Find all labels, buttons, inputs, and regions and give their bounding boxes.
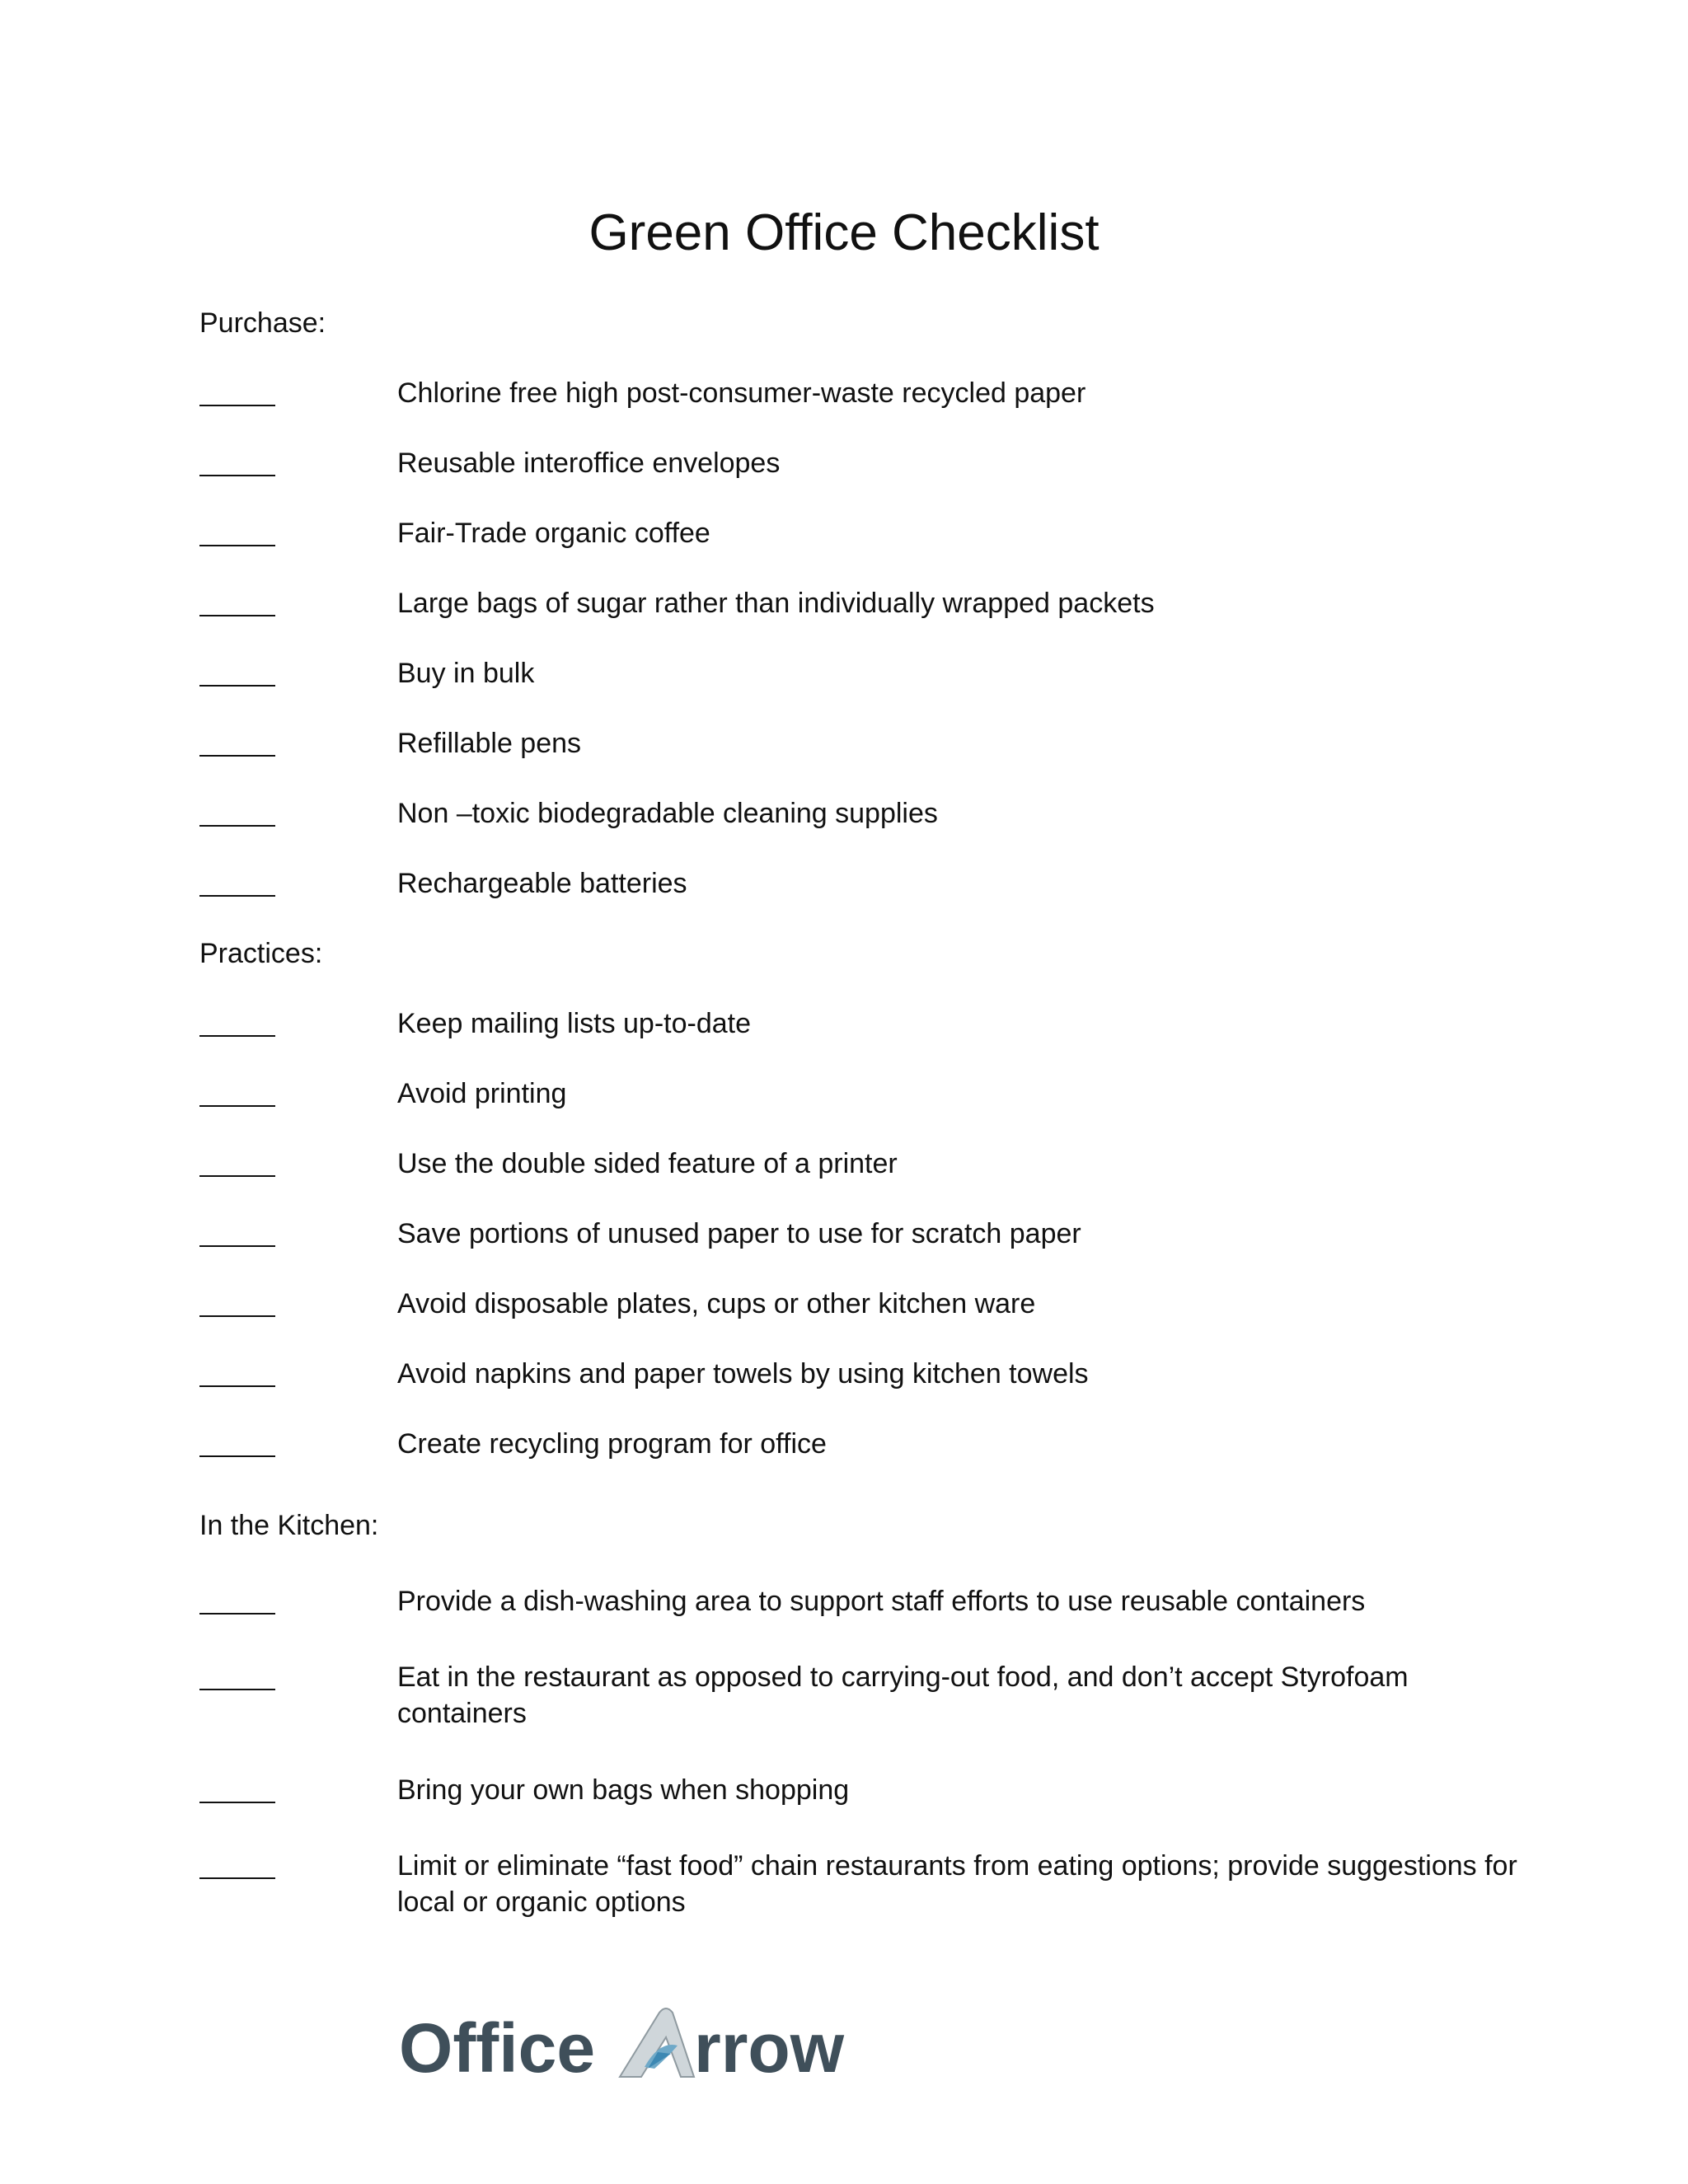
checklist-item bbox=[199, 795, 1518, 837]
item-label: Keep mailing lists up-to-date bbox=[397, 1008, 752, 1039]
item-label: Fair-Trade organic coffee bbox=[397, 518, 710, 549]
logo-text-rrow: rrow bbox=[694, 2009, 845, 2087]
checklist-item bbox=[199, 1356, 1518, 1397]
check-blank-line[interactable] bbox=[199, 545, 275, 546]
checklist-item bbox=[199, 1583, 1518, 1624]
section-heading-kitchen: In the Kitchen: bbox=[199, 1510, 379, 1541]
checklist-item bbox=[199, 655, 1518, 696]
checklist-item bbox=[199, 1005, 1518, 1047]
check-blank-line[interactable] bbox=[199, 825, 275, 827]
item-label: Limit or eliminate “fast food” chain restaurants from eating options; provide suggestions for local or organic options bbox=[397, 1850, 1517, 1918]
checklist-item bbox=[199, 1216, 1518, 1257]
checklist-item bbox=[199, 1659, 1518, 1736]
item-label: Large bags of sugar rather than individually wrapped packets bbox=[397, 588, 1155, 619]
check-blank-line[interactable] bbox=[199, 1877, 275, 1879]
page-title: Green Office Checklist bbox=[588, 204, 1100, 261]
check-blank-line[interactable] bbox=[199, 895, 275, 897]
checklist-item bbox=[199, 1286, 1518, 1327]
item-label: Non –toxic biodegradable cleaning supplies bbox=[397, 798, 938, 829]
arrow-logo-icon bbox=[620, 2008, 694, 2077]
checklist-item bbox=[199, 1426, 1518, 1467]
checklist-item bbox=[199, 1146, 1518, 1187]
checklist-item bbox=[199, 445, 1518, 486]
section-heading-practices: Practices: bbox=[199, 938, 323, 969]
item-label: Reusable interoffice envelopes bbox=[397, 448, 781, 479]
checklist-item bbox=[199, 725, 1518, 766]
check-blank-line[interactable] bbox=[199, 1802, 275, 1803]
item-label: Create recycling program for office bbox=[397, 1428, 827, 1460]
item-label: Refillable pens bbox=[397, 728, 582, 759]
check-blank-line[interactable] bbox=[199, 1315, 275, 1317]
checklist-item bbox=[199, 865, 1518, 907]
office-arrow-logo bbox=[397, 2004, 859, 2087]
check-blank-line[interactable] bbox=[199, 475, 275, 476]
logo-text-office: Office bbox=[399, 2009, 596, 2087]
item-label: Avoid napkins and paper towels by using kitchen towels bbox=[397, 1358, 1089, 1390]
item-label: Use the double sided feature of a printer bbox=[397, 1148, 898, 1179]
check-blank-line[interactable] bbox=[199, 755, 275, 757]
check-blank-line[interactable] bbox=[199, 1455, 275, 1457]
check-blank-line[interactable] bbox=[199, 615, 275, 616]
item-label: Save portions of unused paper to use for scratch paper bbox=[397, 1218, 1081, 1249]
check-blank-line[interactable] bbox=[199, 685, 275, 687]
item-label: Avoid disposable plates, cups or other kitchen ware bbox=[397, 1288, 1036, 1319]
item-label: Buy in bulk bbox=[397, 658, 535, 689]
checklist-item bbox=[199, 375, 1518, 416]
check-blank-line[interactable] bbox=[199, 1689, 275, 1690]
checklist-item bbox=[199, 1076, 1518, 1117]
check-blank-line[interactable] bbox=[199, 405, 275, 406]
item-label: Rechargeable batteries bbox=[397, 868, 687, 899]
check-blank-line[interactable] bbox=[199, 1105, 275, 1107]
item-label: Eat in the restaurant as opposed to carrying-out food, and don’t accept Styrofoam containers bbox=[397, 1661, 1409, 1729]
checklist-item bbox=[199, 1848, 1518, 1925]
item-label: Avoid printing bbox=[397, 1078, 567, 1109]
checklist-item bbox=[199, 585, 1518, 626]
section-heading-purchase: Purchase: bbox=[199, 307, 326, 339]
item-label: Provide a dish-washing area to support staff efforts to use reusable containers bbox=[397, 1586, 1366, 1617]
check-blank-line[interactable] bbox=[199, 1613, 275, 1615]
item-label: Chlorine free high post-consumer-waste recycled paper bbox=[397, 377, 1086, 409]
check-blank-line[interactable] bbox=[199, 1385, 275, 1387]
checklist-item bbox=[199, 515, 1518, 556]
check-blank-line[interactable] bbox=[199, 1245, 275, 1247]
checklist-item bbox=[199, 1772, 1518, 1813]
item-label: Bring your own bags when shopping bbox=[397, 1774, 850, 1806]
check-blank-line[interactable] bbox=[199, 1175, 275, 1177]
check-blank-line[interactable] bbox=[199, 1035, 275, 1037]
